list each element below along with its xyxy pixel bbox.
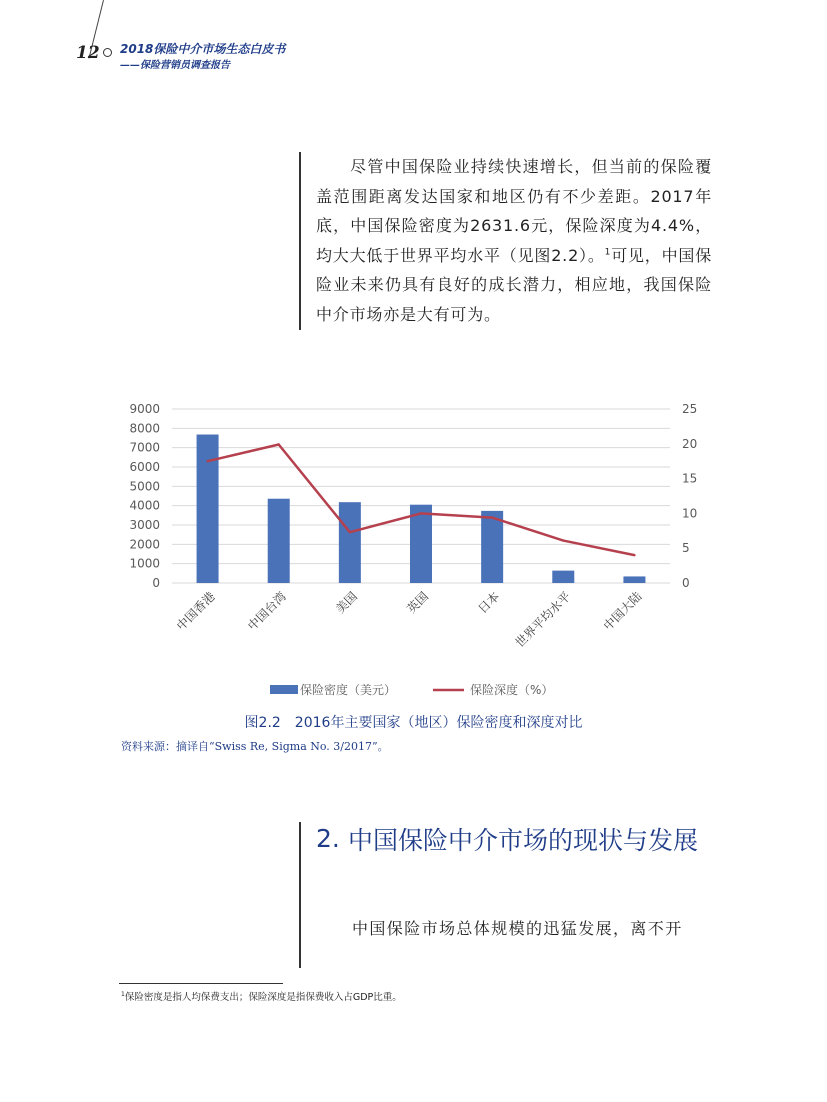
density-bar xyxy=(623,576,645,583)
depth-point xyxy=(349,531,351,533)
section-left-rule xyxy=(299,822,301,968)
density-bar xyxy=(552,571,574,583)
right-axis-tick-label: 20 xyxy=(682,436,698,451)
right-axis-tick-label: 15 xyxy=(682,471,698,486)
paragraph-left-rule xyxy=(299,152,301,330)
category-label: 中国台湾 xyxy=(244,589,289,634)
legend-bar-label: 保险密度（美元） xyxy=(300,683,397,697)
category-label: 中国大陆 xyxy=(600,589,645,634)
category-label: 英国 xyxy=(404,589,432,617)
depth-point xyxy=(633,554,635,556)
page-number: 12 xyxy=(76,43,100,63)
insurance-density-depth-chart xyxy=(100,395,740,715)
running-title: 2018保险中介市场生态白皮书 xyxy=(120,42,286,56)
figure-source: 资料来源：摘译自“Swiss Re, Sigma No. 3/2017”。 xyxy=(121,740,389,753)
paragraph-text-part2: 可见，中国保险业未来仍具有良好的成长潜力，相应地，我国保险中介市场亦是大有可为。 xyxy=(316,245,712,324)
category-label: 世界平均水平 xyxy=(512,589,574,651)
left-axis-tick-label: 5000 xyxy=(129,479,160,494)
right-axis-tick-label: 5 xyxy=(682,541,690,556)
footnote-marker: 1 xyxy=(604,247,612,258)
density-bar xyxy=(197,435,219,583)
category-label: 中国香港 xyxy=(173,589,218,634)
footnote-rule xyxy=(119,983,283,984)
footnote-number: 1 xyxy=(121,990,125,998)
left-axis-tick-label: 4000 xyxy=(129,498,160,513)
depth-point xyxy=(206,460,208,462)
depth-point xyxy=(562,539,564,541)
body-paragraph xyxy=(316,152,712,329)
category-label: 日本 xyxy=(475,589,503,617)
header-circle-icon xyxy=(103,48,112,57)
density-bar xyxy=(481,511,503,583)
figure-caption: 图2.2 2016年主要国家（地区）保险密度和深度对比 xyxy=(244,715,583,731)
left-axis-tick-label: 1000 xyxy=(129,556,160,571)
left-axis-tick-label: 8000 xyxy=(129,421,160,436)
legend-line-label: 保险深度（%） xyxy=(470,683,554,697)
section-number: 2. xyxy=(316,824,340,853)
left-axis-tick-label: 3000 xyxy=(129,518,160,532)
paragraph-text-part1: 尽管中国保险业持续快速增长，但当前的保险覆盖范围距离发达国家和地区仍有不少差距。2017年底，中国保险密度为2631.6元，保险深度为4.4%，均大大低于世界平均水平（见图2.2）。 xyxy=(316,157,712,265)
left-axis-tick-label: 0 xyxy=(152,576,160,590)
legend-bar-swatch xyxy=(270,685,298,694)
right-axis-tick-label: 25 xyxy=(682,402,698,416)
depth-point xyxy=(420,512,422,514)
running-subtitle: ——保险营销员调查报告 xyxy=(120,60,230,71)
density-bar xyxy=(339,502,361,583)
section-paragraph: 中国保险市场总体规模的迅猛发展，离不开 xyxy=(352,919,683,938)
category-label: 美国 xyxy=(333,589,360,617)
right-axis-tick-label: 0 xyxy=(682,576,690,590)
footnote-text xyxy=(121,989,402,1003)
left-axis-tick-label: 9000 xyxy=(129,402,160,416)
depth-point xyxy=(491,516,493,518)
left-axis-tick-label: 7000 xyxy=(129,440,160,455)
density-bar xyxy=(268,499,290,583)
footnote-body: 保险密度是指人均保费支出；保险深度是指保费收入占GDP比重。 xyxy=(124,992,402,1003)
right-axis-tick-label: 10 xyxy=(682,506,698,521)
section-heading: 中国保险中介市场的现状与发展 xyxy=(348,826,699,855)
left-axis-tick-label: 6000 xyxy=(129,460,160,474)
depth-point xyxy=(278,443,280,445)
left-axis-tick-label: 2000 xyxy=(129,537,160,552)
